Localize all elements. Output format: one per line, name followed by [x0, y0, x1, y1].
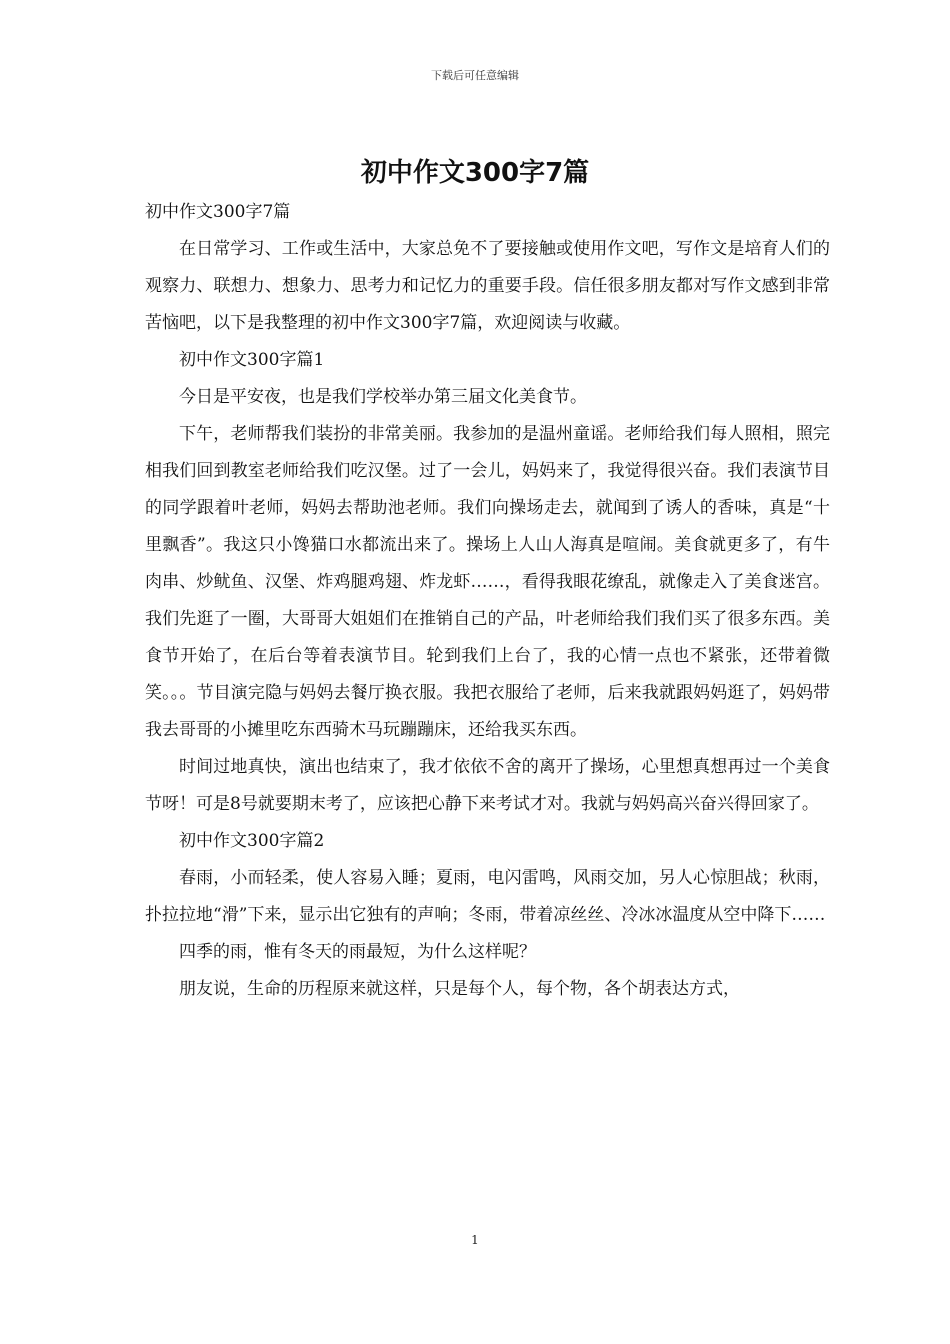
body-paragraph: 下午，老师帮我们装扮的非常美丽。我参加的是温州童谣。老师给我们每人照相，照完相我们回到教室老师给我们吃汉堡。过了一会儿，妈妈来了，我觉得很兴奋。我们表演节目的同学跟着叶老师，妈妈去帮助池老师。我们向操场走去，就闻到了诱人的香味，真是“十里飘香”。我这只小馋猫口水都流出来了。操场上人山人海真是喧闹。美食就更多了，有牛肉串、炒鱿鱼、汉堡、炸鸡腿鸡翅、炸龙虾……，看得我眼花缭乱，就像走入了美食迷宫。我们先逛了一圈，大哥哥大姐姐们在推销自己的产品，叶老师给我们我们买了很多东西。美食节开始了，在后台等着表演节目。轮到我们上台了，我的心情一点也不紧张，还带着微笑。。。节目演完隐与妈妈去餐厅换衣服。我把衣服给了老师，后来我就跟妈妈逛了，妈妈带我去哥哥的小摊里吃东西骑木马玩蹦蹦床，还给我买东西。	[145, 424, 830, 740]
intro-paragraph: 在日常学习、工作或生活中，大家总免不了要接触或使用作文吧，写作文是培育人们的观察力、联想力、想象力、思考力和记忆力的重要手段。信任很多朋友都对写作文感到非常苦恼吧，以下是我整理的初中作文300字7篇，欢迎阅读与收藏。	[145, 239, 830, 333]
body-paragraph: 今日是平安夜，也是我们学校举办第三届文化美食节。	[179, 387, 587, 407]
section-heading-1: 初中作文300字篇1	[179, 350, 325, 370]
body-paragraph: 时间过地真快，演出也结束了，我才依依不舍的离开了操场，心里想真想再过一个美食节呀！可是8号就要期末考了，应该把心静下来考试才对。我就与妈妈高兴奋兴得回家了。	[145, 757, 830, 814]
body-paragraph: 四季的雨，惟有冬天的雨最短，为什么这样呢？	[179, 942, 536, 962]
document-title: 初中作文300字7篇	[360, 158, 590, 188]
section-heading-2: 初中作文300字篇2	[179, 831, 325, 851]
subtitle-paragraph: 初中作文300字7篇	[145, 202, 291, 222]
body-paragraph: 朋友说，生命的历程原来就这样，只是每个人，每个物，各个胡表达方式，	[179, 979, 740, 999]
header-note: 下载后可任意编辑	[431, 69, 519, 82]
page-number: 1	[471, 1233, 479, 1247]
body-paragraph: 春雨，小而轻柔，使人容易入睡；夏雨，电闪雷鸣，风雨交加，另人心惊胆战；秋雨，扑拉拉地“滑”下来，显示出它独有的声响；冬雨，带着凉丝丝、冷冰冰温度从空中降下……	[145, 868, 830, 925]
document-body	[145, 194, 830, 1008]
